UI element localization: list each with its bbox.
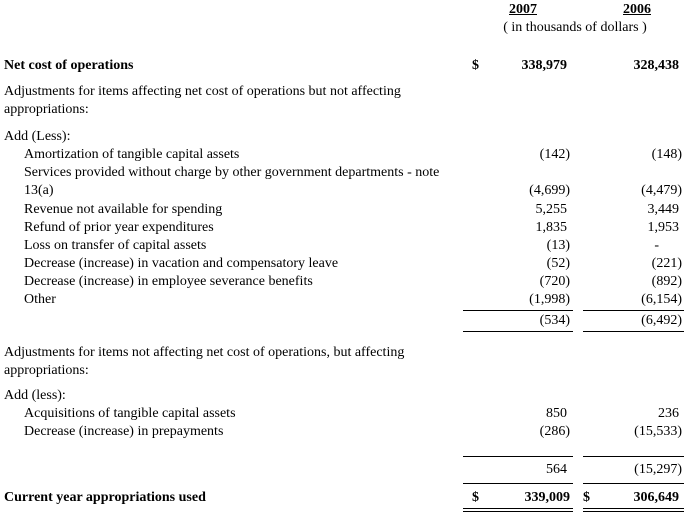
subtotal-rule-prior (583, 310, 684, 311)
section2-add-less-label: Add (less): (4, 388, 66, 403)
table-row-current: (142) (539, 147, 570, 162)
table-row-label: Amortization of tangible capital assets (24, 147, 240, 162)
year-current-header: 2007 (509, 2, 537, 17)
table-row-prior: (15,533) (634, 424, 682, 439)
table-row-current: (1,998) (529, 292, 570, 307)
table-row-prior: 236 (658, 406, 679, 421)
table-row-current: (720) (539, 274, 570, 289)
subtotal-rule-prior (583, 456, 684, 457)
table-row-label-line1: Services provided without charge by other government departments - note (24, 165, 440, 180)
table-row-prior: 3,449 (647, 202, 679, 217)
table-row-label: Decrease (increase) in vacation and compensatory leave (24, 256, 339, 271)
table-row-current: 5,255 (535, 202, 567, 217)
table-row-current: (286) (539, 424, 570, 439)
total-double-rule-prior-1 (583, 508, 684, 509)
total-double-rule-current-2 (463, 511, 573, 512)
subtotal-rule-current (463, 456, 573, 457)
section2-subtotal-prior: (15,297) (634, 462, 682, 477)
table-row-label: Decrease (increase) in employee severance benefits (24, 274, 313, 289)
net-cost-label: Net cost of operations (4, 58, 134, 73)
total-double-rule-prior-2 (583, 511, 684, 512)
net-cost-currency: $ (472, 58, 479, 73)
table-row-prior: 1,953 (647, 220, 679, 235)
table-row-prior: (4,479) (641, 183, 682, 198)
table-row-prior: (148) (651, 147, 682, 162)
table-row-current: 1,835 (535, 220, 567, 235)
total-double-rule-current-1 (463, 508, 573, 509)
units-note: ( in thousands of dollars ) (503, 20, 647, 35)
section1-add-less-label: Add (Less): (4, 129, 71, 144)
year-prior-header: 2006 (623, 2, 651, 17)
total-label: Current year appropriations used (4, 490, 206, 505)
table-row-label: Revenue not available for spending (24, 202, 223, 217)
total-current-value: 339,009 (524, 490, 570, 505)
table-row-prior: (892) (651, 274, 682, 289)
table-row-prior: (6,154) (641, 292, 682, 307)
table-row-label: Other (24, 292, 56, 307)
section2-heading-line1: Adjustments for items not affecting net cost of operations, but affecting (4, 345, 405, 360)
section2-subtotal-current: 564 (546, 462, 567, 477)
total-rule-prior (583, 483, 684, 484)
table-row-current: (4,699) (529, 183, 570, 198)
table-row-current: 850 (546, 406, 567, 421)
table-row-label: 13(a) (24, 183, 54, 198)
table-row-prior: (221) (651, 256, 682, 271)
total-prior-value: 306,649 (633, 490, 679, 505)
section1-heading-line2: appropriations: (4, 102, 89, 117)
table-row-label: Decrease (increase) in prepayments (24, 424, 224, 439)
net-cost-current-value: 338,979 (521, 58, 567, 73)
subtotal-rule-current (463, 310, 573, 311)
table-row-current: (52) (546, 256, 570, 271)
subtotal-underline-current (463, 331, 573, 332)
total-currency-current: $ (472, 490, 479, 505)
table-row-label: Refund of prior year expenditures (24, 220, 214, 235)
total-rule-current (463, 483, 573, 484)
section1-subtotal-prior: (6,492) (641, 313, 682, 328)
section2-heading-line2: appropriations: (4, 363, 89, 378)
table-row-current: (13) (546, 238, 570, 253)
subtotal-underline-prior (583, 331, 684, 332)
table-row-prior: - (654, 238, 659, 253)
section1-subtotal-current: (534) (539, 313, 570, 328)
net-cost-prior-value: 328,438 (633, 58, 679, 73)
section1-heading-line1: Adjustments for items affecting net cost of operations but not affecting (4, 84, 401, 99)
table-row-label: Loss on transfer of capital assets (24, 238, 207, 253)
total-currency-prior: $ (583, 490, 590, 505)
table-row-label: Acquisitions of tangible capital assets (24, 406, 236, 421)
